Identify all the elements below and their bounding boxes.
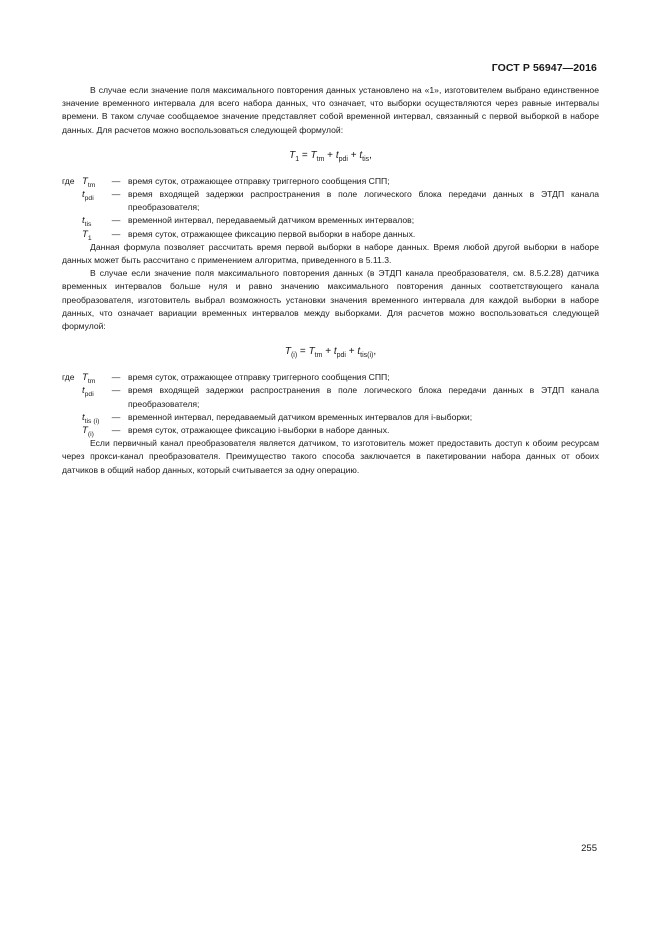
definition-symbol: $t_{tis (i)}$ [82, 411, 100, 425]
page-number: 255 [581, 843, 597, 854]
definition-dash: — [111, 215, 121, 226]
paragraph-3: В случае если значение поля максимального повторения данных (в ЭТДП канала преобразователя, см. 8.5.2.28) датчика временных интервалов больше нуля и равно значению максимального повторения данных соответствующего канала преобразователя, изготовитель выбрал возможность установки значения временного интервала для каждой выборки в наборе данных, что означает вариации временных интервалов между выборками. Для расчетов можно воспользоваться следующей формулой: [62, 268, 599, 332]
definition-dash: — [111, 425, 121, 436]
paragraph-1: В случае если значение поля максимального повторения данных установлено на «1», изготовителем выбрано единственное значение временного интервала для всего набора данных, что означает, что выборки осуществляются через равные интервалы времени. В таком случае сообщаемое значение представляет собой временной интервал, связанный с первой выборкой в наборе данных. Для расчетов можно воспользоваться следующей формулой: [62, 85, 599, 135]
definition-text: временной интервал, передаваемый датчиком временных интервалов; [128, 215, 415, 226]
definition-dash: — [111, 411, 121, 422]
definition-text: время суток, отражающее отправку триггерного сообщения СПП; [128, 175, 390, 186]
definition-text: время суток, отражающее фиксацию i-выборки в наборе данных. [128, 425, 390, 436]
definition-item [62, 228, 599, 241]
definition-dash: — [111, 228, 121, 239]
definition-item [62, 188, 599, 214]
definition-item [62, 371, 599, 384]
definition-text: временной интервал, передаваемый датчиком временных интервалов для i-выборки; [128, 411, 473, 422]
definition-dash: — [111, 385, 121, 396]
paragraph-2: Данная формула позволяет рассчитать время первой выборки в наборе данных. Время любой другой выборки в наборе данных может быть рассчитано с применением алгоритма, приведенного в 5.11.3. [62, 241, 599, 266]
definition-text: время суток, отражающее отправку триггерного сообщения СПП; [128, 372, 390, 383]
definition-symbol: $T_{tm}$ [82, 372, 96, 386]
where-label: где [62, 175, 75, 186]
definition-item [62, 424, 599, 437]
definition-item [62, 175, 599, 188]
definition-text: время суток, отражающее фиксацию первой выборки в наборе данных. [128, 228, 416, 239]
where-label: где [62, 372, 75, 383]
definition-text: время входящей задержки распространения в поле логического блока передачи данных в ЭТДП канала преобразователя; [128, 189, 599, 213]
definition-item [62, 384, 599, 410]
definition-symbol: $T_{(i)}$ [82, 425, 94, 439]
definition-item [62, 214, 599, 227]
definition-symbol: $t_{pdi}$ [82, 385, 94, 399]
formula-2: $T_{(i)} = T_{tm} + t_{pdi} + t_{tis(i)}$, [284, 346, 377, 360]
definition-item [62, 411, 599, 424]
definition-symbol: $t_{pdi}$ [82, 189, 94, 203]
definitions-list-2 [62, 371, 599, 437]
page-body [62, 84, 599, 477]
definition-symbol: $T_1$ [82, 228, 92, 242]
paragraph-4: Если первичный канал преобразователя является датчиком, то изготовитель может предоставить доступ к обоим ресурсам через прокси-канал преобразователя. Преимущество такого способа заключается в пакетировании набора данных от обоих датчиков в общий набор данных, который считывается за одну операцию. [62, 438, 599, 475]
definition-dash: — [111, 372, 121, 383]
standard-header: ГОСТ Р 56947—2016 [491, 62, 597, 74]
definition-symbol: $T_{tm}$ [82, 175, 96, 189]
definition-dash: — [111, 189, 121, 200]
definition-symbol: $t_{tis}$ [82, 215, 92, 229]
formula-1: $T_1 = T_{tm} + t_{pdi} + t_{tis}$, [289, 149, 372, 163]
definitions-list-1 [62, 175, 599, 241]
definition-dash: — [111, 175, 121, 186]
definition-text: время входящей задержки распространения в поле логического блока передачи данных в ЭТДП канала преобразователя; [128, 385, 599, 409]
